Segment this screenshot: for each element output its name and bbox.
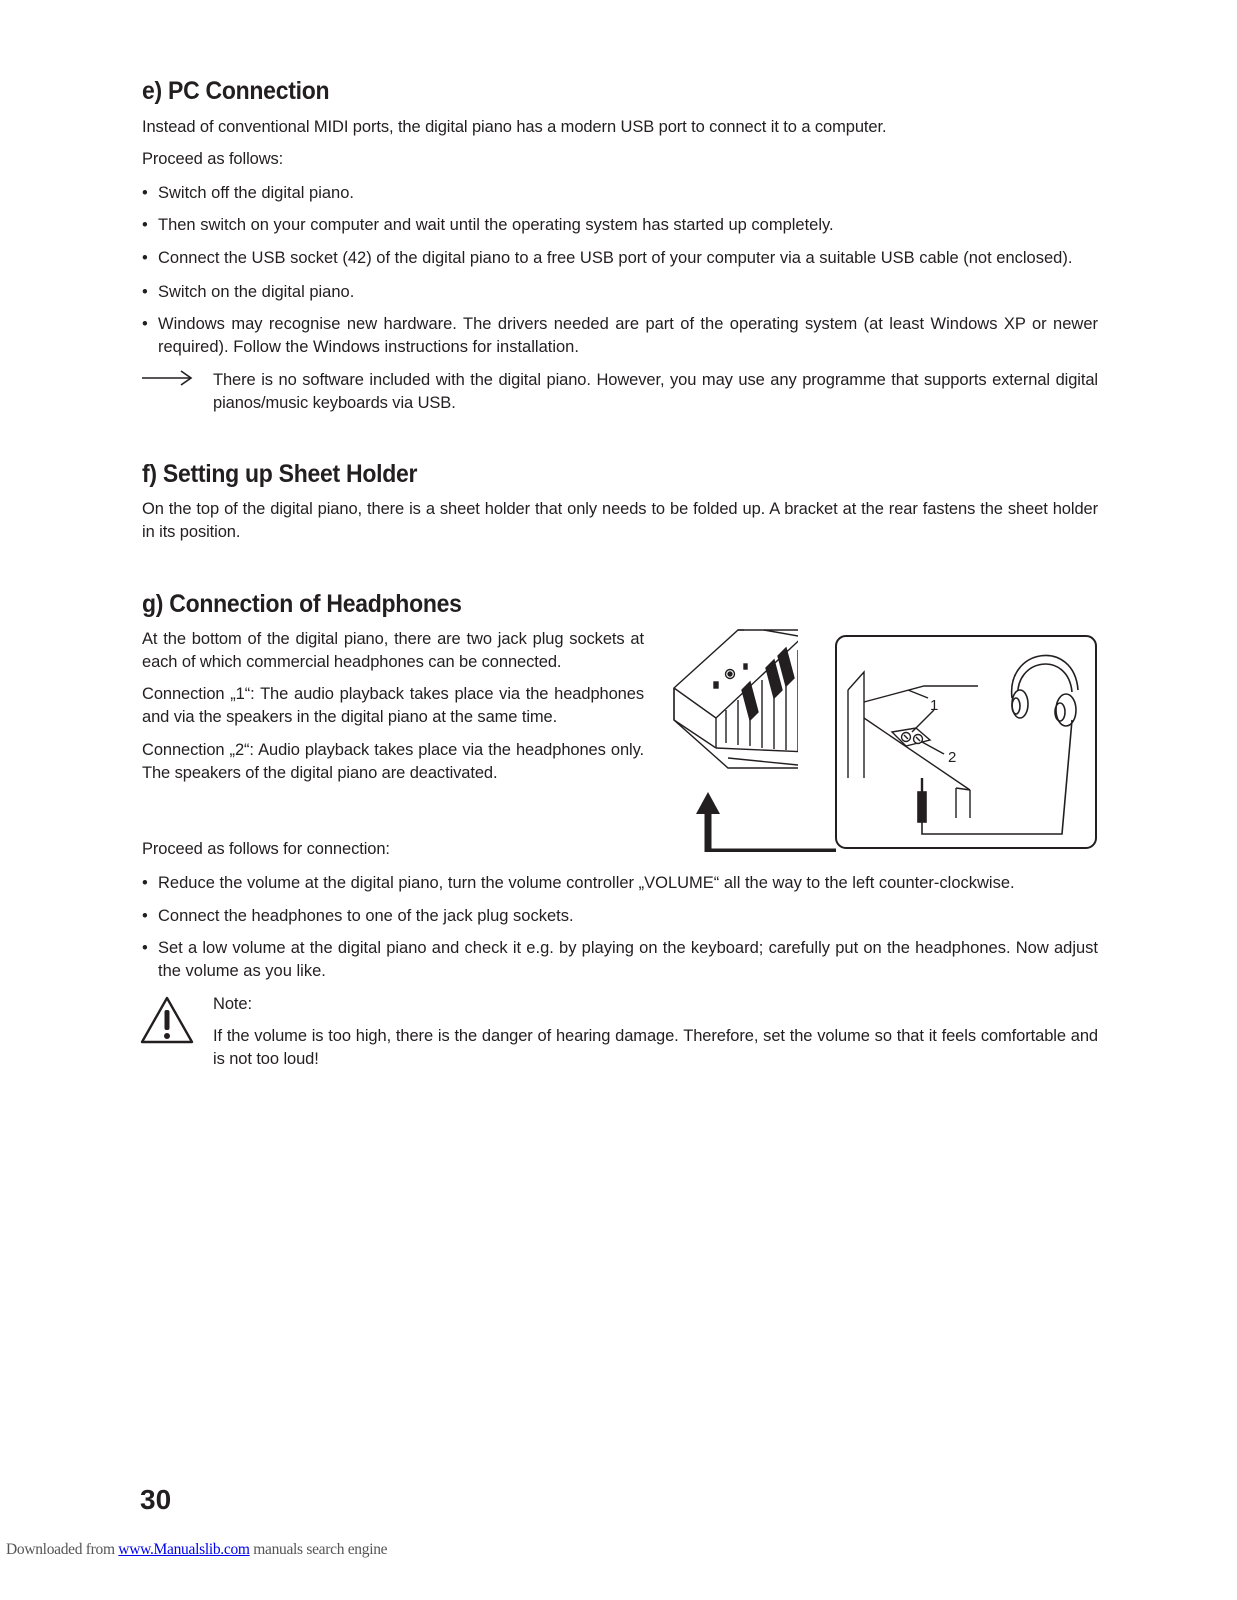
list-item: • Connect the USB socket (42) of the digital piano to a free USB port of your computer via a suitable USB cable (not enclosed).: [142, 247, 1098, 270]
download-footer: [6, 1541, 387, 1559]
footer-prefix: Downloaded from: [6, 1541, 119, 1558]
pc-proceed: Proceed as follows:: [142, 150, 284, 168]
pc-tip: There is no software included with the digital piano. However, you may use any programme that supports external digital pianos/music keyboards via USB.: [213, 371, 1098, 412]
section-heading-pc-connection: e) PC Connection: [142, 77, 330, 105]
arrow-up-icon: [696, 792, 836, 852]
list-item: • Switch on the digital piano.: [142, 281, 1098, 304]
headphones-proceed: Proceed as follows for connection:: [142, 840, 390, 858]
bullet-dot-icon: •: [142, 907, 148, 925]
footer-suffix: manuals search engine: [249, 1541, 388, 1558]
arrow-right-icon: [140, 368, 196, 388]
socket-label-1: 1: [930, 697, 939, 714]
bullet-dot-icon: •: [142, 184, 148, 202]
bullet-dot-icon: •: [142, 874, 148, 892]
note-text: If the volume is too high, there is the danger of hearing damage. Therefore, set the volume so that it feels comfortable and is not too loud!: [213, 1027, 1098, 1068]
bullet-dot-icon: •: [142, 939, 148, 957]
piano-keyboard-illustration: [674, 630, 808, 768]
bullet-dot-icon: •: [142, 315, 148, 333]
bullet-dot-icon: •: [142, 216, 148, 234]
page-number: 30: [140, 1484, 172, 1515]
list-item: • Reduce the volume at the digital piano, turn the volume controller „VOLUME“ all the way to the left counter-clockwise.: [142, 872, 1098, 895]
warning-triangle-icon: [140, 994, 196, 1046]
headphones-p2: Connection „1“: The audio playback takes place via the headphones and via the speakers in the digital piano at the same time.: [142, 685, 644, 726]
headphones-p1: At the bottom of the digital piano, there are two jack plug sockets at each of which commercial headphones can be connected.: [142, 630, 644, 671]
detail-frame: [836, 636, 1096, 848]
list-item: • Then switch on your computer and wait until the operating system has started up completely.: [142, 214, 1098, 237]
socket-label-2: 2: [948, 749, 957, 766]
manualslib-link[interactable]: www.Manualslib.com: [118, 1541, 250, 1558]
list-item: • Connect the headphones to one of the jack plug sockets.: [142, 905, 1098, 928]
headphone-connection-figure: [668, 628, 1100, 852]
sheet-text: On the top of the digital piano, there is a sheet holder that only needs to be folded up. A bracket at the rear fastens the sheet holder in its position.: [142, 500, 1098, 541]
list-item: • Windows may recognise new hardware. The drivers needed are part of the operating system (at least Windows XP or newer required). Follow the Windows instructions for installation.: [142, 315, 1098, 356]
section-heading-headphones: g) Connection of Headphones: [142, 590, 462, 618]
bullet-dot-icon: •: [142, 249, 148, 267]
headphones-p3: Connection „2“: Audio playback takes place via the headphones only. The speakers of the digital piano are deactivated.: [142, 741, 644, 782]
list-item: • Switch off the digital piano.: [142, 182, 1098, 205]
note-label: Note:: [213, 995, 252, 1013]
list-item: • Set a low volume at the digital piano and check it e.g. by playing on the keyboard; carefully put on the headphones. Now adjust the volume as you like.: [142, 939, 1098, 980]
pc-intro: Instead of conventional MIDI ports, the digital piano has a modern USB port to connect it to a computer.: [142, 118, 887, 136]
bullet-dot-icon: •: [142, 283, 148, 301]
section-heading-sheet-holder: f) Setting up Sheet Holder: [142, 460, 418, 488]
